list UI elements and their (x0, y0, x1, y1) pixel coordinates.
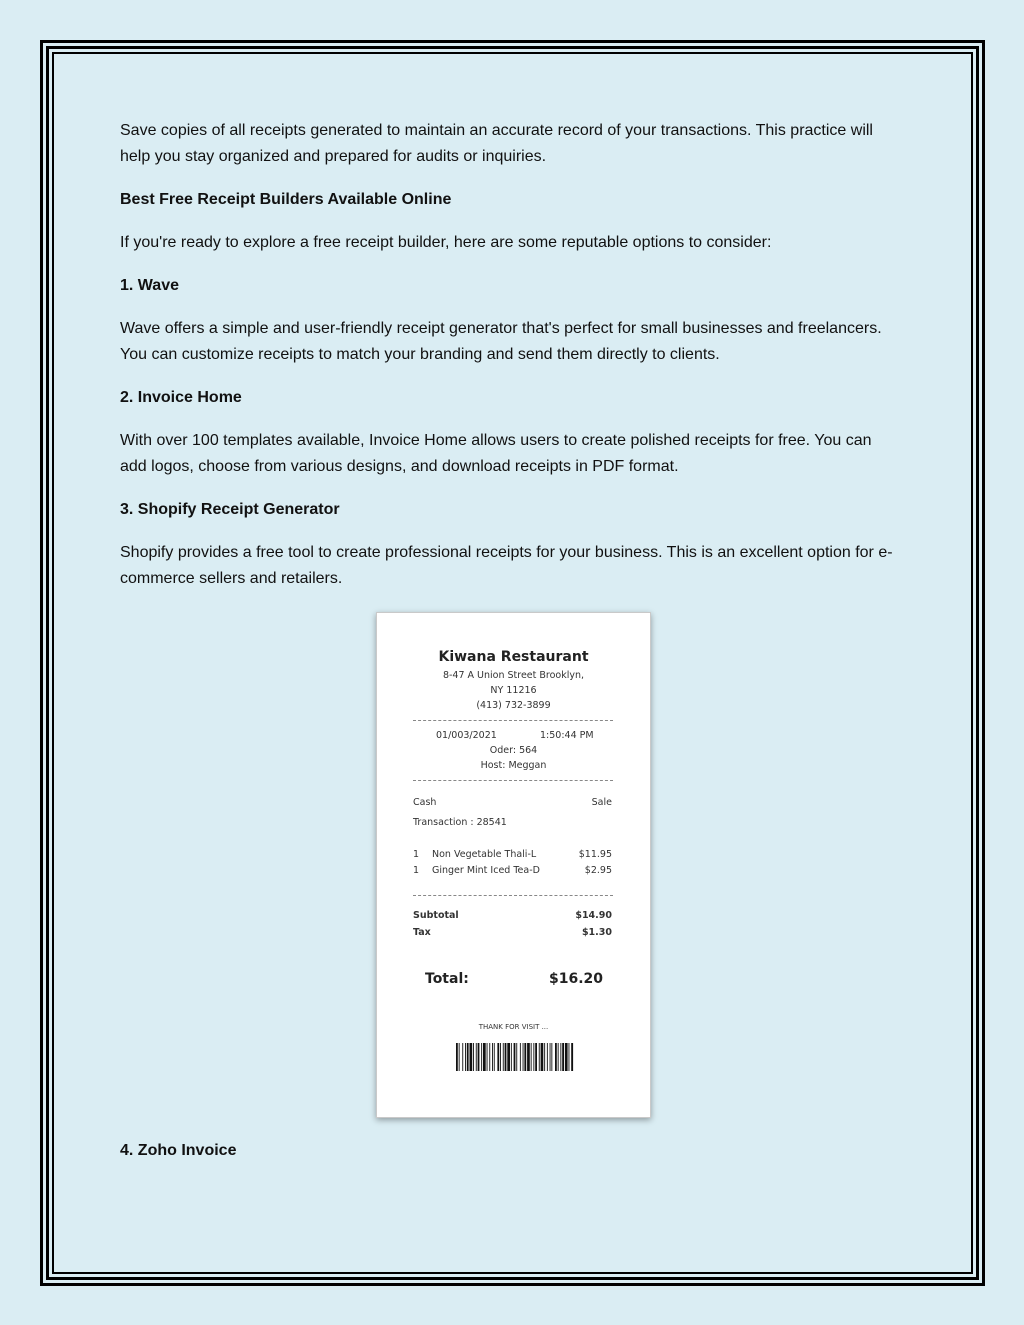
receipt-payment-method: Cash (413, 797, 437, 808)
receipt-transaction-number: Transaction : 28541 (413, 817, 507, 828)
receipt-subtotal-label: Subtotal (413, 910, 459, 921)
receipt-order: Oder: 564 (489, 745, 538, 756)
item-text-invoice-home: With over 100 templates available, Invoice Home allows users to create polished receipts for free. You can add logos, choose from various designs, and download receipts in PDF format. (120, 432, 872, 475)
receipt-total-value: $16.20 (548, 971, 603, 987)
receipt-item-name: Ginger Mint Iced Tea-D (432, 865, 540, 876)
section-heading: Best Free Receipt Builders Available Online (120, 191, 452, 208)
receipt-address-line-2: NY 11216 (490, 685, 537, 696)
receipt-item-qty: 1 (413, 865, 420, 876)
options-intro: If you're ready to explore a free receipt builder, here are some reputable options to consider: (120, 234, 772, 251)
receipt-item-name: Non Vegetable Thali-L (432, 849, 537, 860)
receipt-thanks: THANK FOR VISIT ... (478, 1023, 549, 1031)
receipt-host: Host: Meggan (480, 760, 547, 771)
receipt-item-price: $2.95 (584, 865, 612, 876)
item-heading-wave: 1. Wave (120, 277, 179, 294)
receipt-date: 01/003/2021 (436, 730, 497, 741)
receipt-divider (413, 720, 613, 721)
receipt-divider (413, 780, 613, 781)
receipt-time: 1:50:44 PM (540, 730, 594, 741)
item-heading-shopify: 3. Shopify Receipt Generator (120, 501, 340, 518)
receipt-tax-value: $1.30 (581, 927, 612, 938)
barcode-icon (456, 1043, 574, 1071)
receipt-subtotal-value: $14.90 (575, 910, 612, 921)
receipt-restaurant-name: Kiwana Restaurant (438, 649, 589, 665)
item-heading-invoice-home: 2. Invoice Home (120, 389, 242, 406)
receipt-phone: (413) 732-3899 (476, 700, 551, 711)
receipt-divider (413, 895, 613, 896)
intro-paragraph: Save copies of all receipts generated to maintain an accurate record of your transactions. This practice will help you stay organized and prepared for audits or inquiries. (120, 122, 873, 165)
receipt-item-price: $11.95 (578, 849, 612, 860)
receipt-item-qty: 1 (413, 849, 420, 860)
receipt-address-line-1: 8-47 A Union Street Brooklyn, (442, 670, 585, 681)
receipt-total-label: Total: (425, 971, 469, 987)
item-text-shopify: Shopify provides a free tool to create professional receipts for your business. This is an excellent option for e-commerce sellers and retailers. (120, 544, 893, 587)
item-text-wave: Wave offers a simple and user-friendly receipt generator that's perfect for small businesses and freelancers. You can customize receipts to match your branding and send them directly to clients. (120, 320, 882, 363)
item-heading-zoho: 4. Zoho Invoice (120, 1142, 237, 1159)
receipt-image (376, 612, 651, 1118)
receipt-tax-label: Tax (413, 927, 431, 938)
receipt-transaction-type: Sale (591, 797, 612, 808)
article-body (120, 118, 900, 609)
